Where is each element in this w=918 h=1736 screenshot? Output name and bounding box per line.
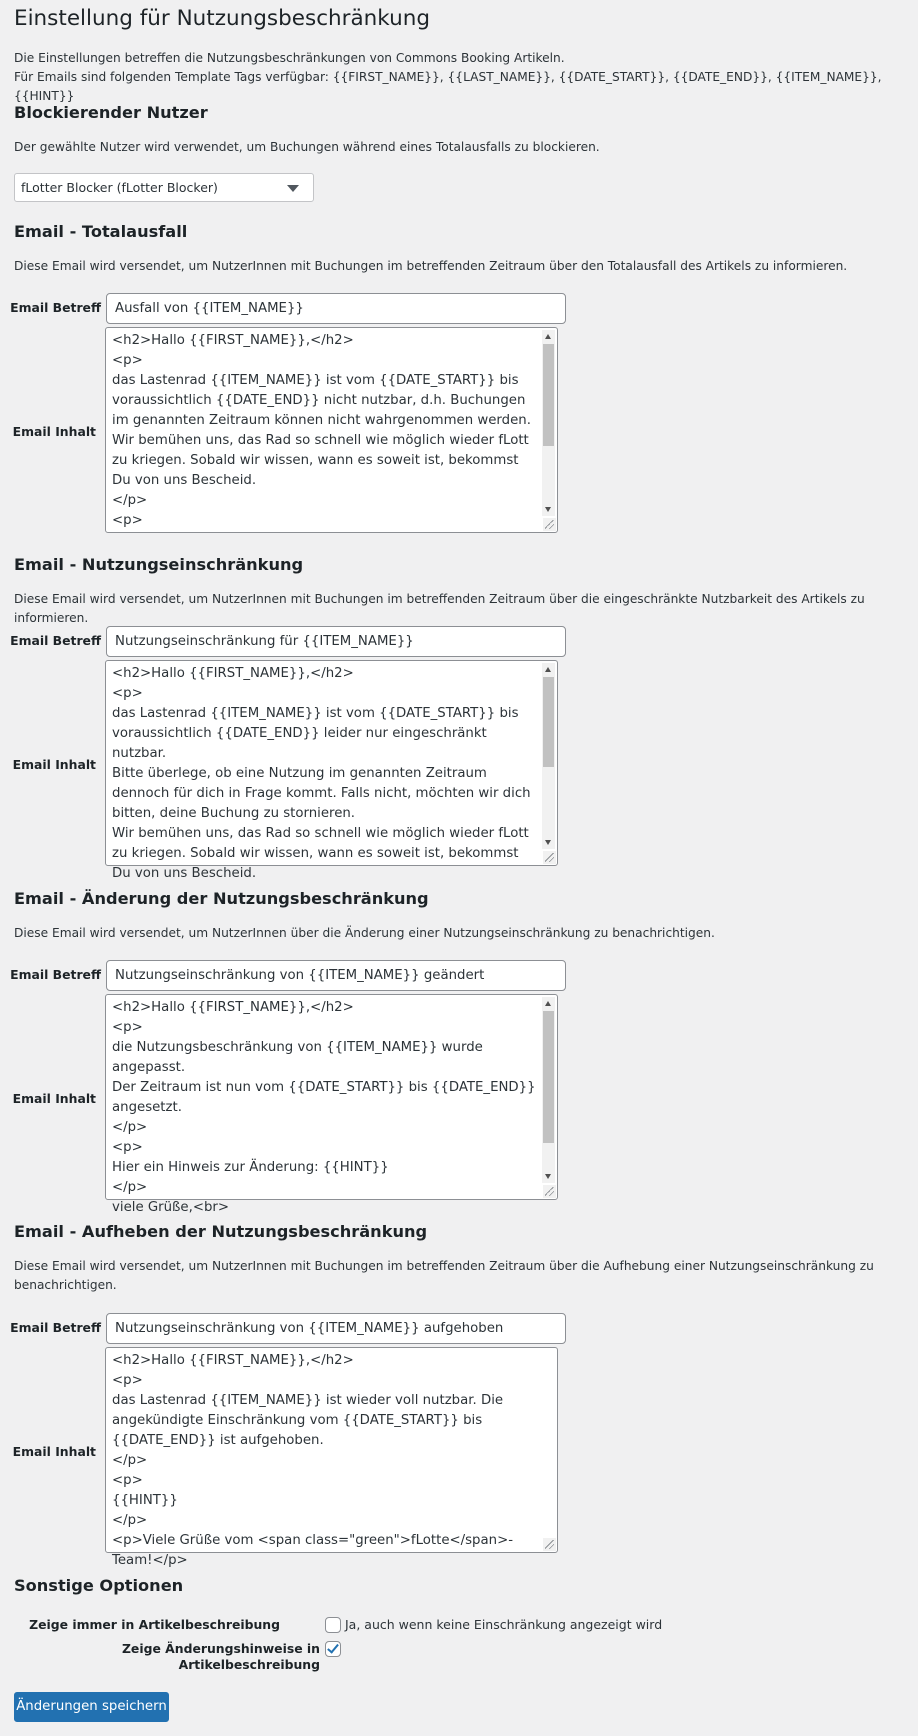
lift-subject-input[interactable]: Nutzungseinschränkung von {{ITEM_NAME}} aufgehoben bbox=[106, 1313, 566, 1344]
section-lift-description: Diese Email wird versendet, um NutzerInnen mit Buchungen im betreffenden Zeitraum über die Aufhebung einer Nutzungseinschränkung zu benachrichtigen. bbox=[14, 1259, 874, 1292]
textarea-content: <h2>Hallo {{FIRST_NAME}},</h2> <p> die Nutzungsbeschränkung von {{ITEM_NAME}} wurde angepasst. Der Zeitraum ist nun vom {{DATE_START}} bis {{DATE_END}} angesetzt. </p> <p> Hier ein Hinweis zur Änderung: {{HINT}} </p> viele Grüße,<br> bbox=[112, 1000, 536, 1215]
scrollbar-thumb[interactable] bbox=[543, 1011, 554, 1143]
always-show-checkbox[interactable] bbox=[325, 1617, 341, 1633]
chevron-down-icon bbox=[287, 185, 299, 192]
subject-label: Email Betreff bbox=[10, 633, 101, 648]
scroll-up-icon[interactable] bbox=[545, 334, 551, 339]
resize-handle-icon[interactable] bbox=[543, 851, 556, 864]
resize-handle-icon[interactable] bbox=[543, 1185, 556, 1198]
body-label: Email Inhalt bbox=[12, 1444, 96, 1459]
textarea-content: <h2>Hallo {{FIRST_NAME}},</h2> <p> das Lastenrad {{ITEM_NAME}} ist wieder voll nutzbar. Die angekündigte Einschränkung vom {{DATE_START}} bis {{DATE_END}} ist aufgehoben. </p> <p> {{HINT}} </p> <p>Viele Grüße vom <span class="green">fLotte</span>-Team!</p> bbox=[112, 1353, 514, 1568]
body-label: Email Inhalt bbox=[12, 757, 96, 772]
body-label: Email Inhalt bbox=[12, 424, 96, 439]
subject-label: Email Betreff bbox=[10, 967, 101, 982]
scroll-up-icon[interactable] bbox=[545, 667, 551, 672]
always-show-checkbox-label[interactable]: Ja, auch wenn keine Einschränkung angezeigt wird bbox=[345, 1617, 663, 1632]
intro-line-1: Die Einstellungen betreffen die Nutzungsbeschränkungen von Commons Booking Artikeln. bbox=[14, 51, 565, 65]
subject-label: Email Betreff bbox=[10, 1320, 101, 1335]
total-failure-body-textarea[interactable] bbox=[105, 327, 558, 533]
scroll-down-icon[interactable] bbox=[545, 840, 551, 845]
blocking-user-select[interactable] bbox=[14, 173, 314, 202]
checkmark-icon bbox=[327, 1641, 339, 1653]
section-change-title: Email - Änderung der Nutzungsbeschränkung bbox=[14, 889, 429, 908]
textarea-scrollbar[interactable] bbox=[542, 330, 555, 516]
change-body-textarea[interactable] bbox=[105, 994, 558, 1215]
textarea-content: <h2>Hallo {{FIRST_NAME}},</h2> <p> das Lastenrad {{ITEM_NAME}} ist vom {{DATE_START}} bis voraussichtlich {{DATE_END}} nicht nutzbar, d.h. Buchungen im genannten Zeitraum können nicht wahrgenommen werden. Wir bemühen uns, das Rad so schnell wie möglich wieder fLott zu kriegen. Sobald wir wissen, wann es soweit ist, bekommst Du von uns Bescheid. </p> <p> bbox=[112, 333, 531, 528]
section-restriction-description: Diese Email wird versendet, um NutzerInnen mit Buchungen im betreffenden Zeitraum über die eingeschränkte Nutzbarkeit des Artikels zu informieren. bbox=[14, 592, 865, 625]
scroll-down-icon[interactable] bbox=[545, 507, 551, 512]
lift-body-textarea[interactable] bbox=[105, 1347, 558, 1568]
section-total-failure-title: Email - Totalausfall bbox=[14, 222, 188, 241]
restriction-body-textarea[interactable] bbox=[105, 660, 558, 881]
subject-label: Email Betreff bbox=[10, 300, 101, 315]
body-label: Email Inhalt bbox=[12, 1091, 96, 1106]
blocking-user-description: Der gewählte Nutzer wird verwendet, um Buchungen während eines Totalausfalls zu blockieren. bbox=[14, 140, 600, 154]
change-subject-input[interactable]: Nutzungseinschränkung von {{ITEM_NAME}} geändert bbox=[106, 960, 566, 991]
scrollbar-thumb[interactable] bbox=[543, 344, 554, 446]
scroll-up-icon[interactable] bbox=[545, 1001, 551, 1006]
page-title: Einstellung für Nutzungsbeschränkung bbox=[14, 6, 430, 31]
show-changes-label: Zeige Änderungshinweise in Artikelbeschreibung bbox=[121, 1641, 320, 1672]
always-show-label: Zeige immer in Artikelbeschreibung bbox=[29, 1617, 280, 1632]
section-restriction-title: Email - Nutzungseinschränkung bbox=[14, 555, 304, 574]
other-options-title: Sonstige Optionen bbox=[14, 1576, 184, 1595]
blocking-user-selected-value: fLotter Blocker (fLotter Blocker) bbox=[21, 180, 218, 195]
resize-handle-icon[interactable] bbox=[543, 518, 556, 531]
page-intro bbox=[14, 49, 904, 106]
scrollbar-thumb[interactable] bbox=[543, 677, 554, 767]
total-failure-subject-input[interactable]: Ausfall von {{ITEM_NAME}} bbox=[106, 293, 566, 324]
textarea-scrollbar[interactable] bbox=[542, 663, 555, 849]
scroll-down-icon[interactable] bbox=[545, 1174, 551, 1179]
save-button[interactable]: Änderungen speichern bbox=[14, 1692, 169, 1722]
section-lift-title: Email - Aufheben der Nutzungsbeschränkung bbox=[14, 1222, 428, 1241]
section-change-description: Diese Email wird versendet, um NutzerInnen über die Änderung einer Nutzungseinschränkung zu benachrichtigen. bbox=[14, 926, 715, 940]
textarea-content: <h2>Hallo {{FIRST_NAME}},</h2> <p> das Lastenrad {{ITEM_NAME}} ist vom {{DATE_START}} bis voraussichtlich {{DATE_END}} leider nur eingeschränkt nutzbar. Bitte überlege, ob eine Nutzung im genannten Zeitraum dennoch für dich in Frage kommt. Falls nicht, möchten wir dich bitten, deine Buchung zu stornieren. Wir bemühen uns, das Rad so schnell wie möglich wieder fLott zu kriegen. Sobald wir wissen, wann es soweit ist, bekommst Du von uns Bescheid. bbox=[112, 666, 531, 881]
show-changes-checkbox[interactable] bbox=[325, 1641, 341, 1657]
blocking-user-title: Blockierender Nutzer bbox=[14, 103, 208, 122]
resize-handle-icon[interactable] bbox=[543, 1538, 556, 1551]
restriction-subject-input[interactable]: Nutzungseinschränkung für {{ITEM_NAME}} bbox=[106, 626, 566, 657]
textarea-scrollbar[interactable] bbox=[542, 997, 555, 1183]
intro-line-2: Für Emails sind folgenden Template Tags verfügbar: {{FIRST_NAME}}, {{LAST_NAME}}, {{DATE_START}}, {{DATE_END}}, {{ITEM_NAME}}, {{HINT}} bbox=[14, 70, 882, 103]
section-total-failure-description: Diese Email wird versendet, um NutzerInnen mit Buchungen im betreffenden Zeitraum über den Totalausfall des Artikels zu informieren. bbox=[14, 259, 848, 273]
